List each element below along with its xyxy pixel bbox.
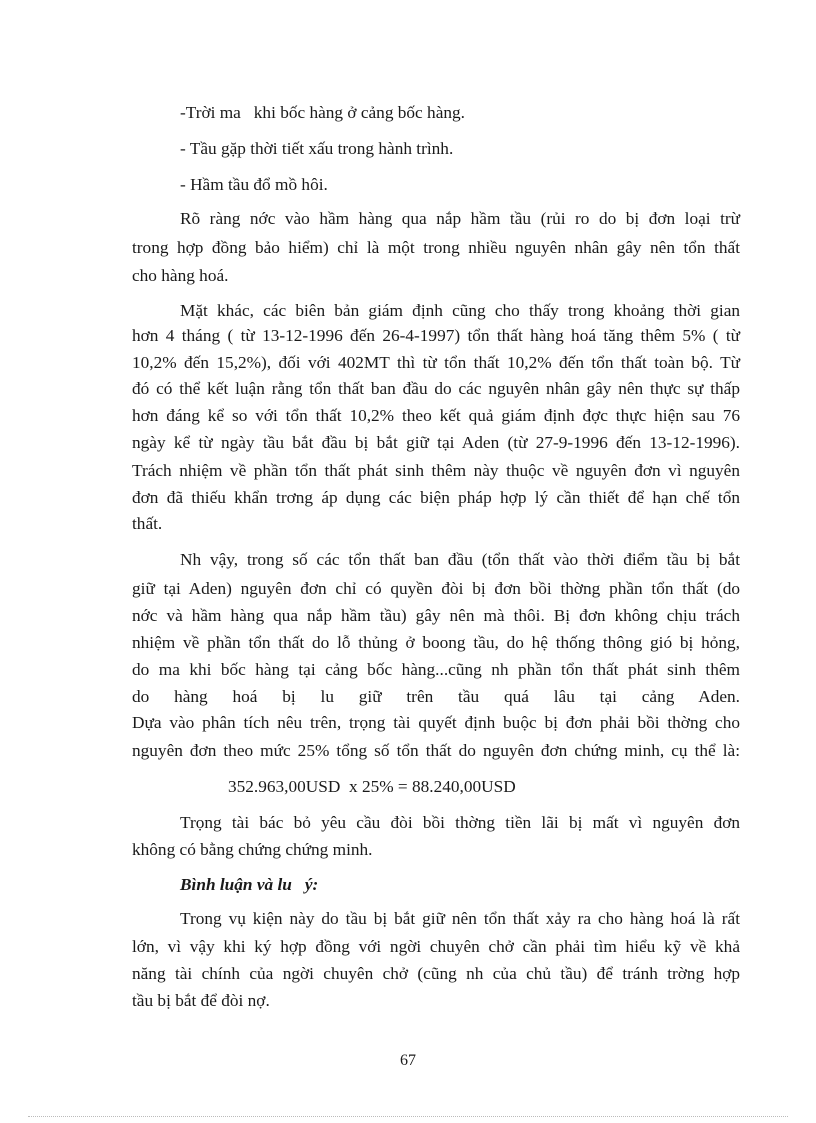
- text-line: năng tài chính của ngời chuyên chở (cũng nh của chủ tầu) để tránh trờng hợp: [132, 964, 740, 983]
- text-line: ngày kể từ ngày tầu bắt đầu bị bắt giữ tại Aden (từ 27-9-1996 đến 13-12-1996).: [132, 433, 740, 452]
- text-line: hơn đáng kể so với tổn thất 10,2% theo kết quả giám định đợc thực hiện sau 76: [132, 406, 740, 425]
- text-line: nớc và hầm hàng qua nắp hầm tầu) gây nên mà thôi. Bị đơn không chịu trách: [132, 606, 740, 625]
- text-line: Dựa vào phân tích nêu trên, trọng tài quyết định buộc bị đơn phải bồi thờng cho: [132, 713, 740, 732]
- text-line: cho hàng hoá.: [132, 266, 229, 285]
- text-line: đơn đã thiếu khẩn trơng áp dụng các biện pháp hợp lý cần thiết để hạn chế tổn: [132, 488, 740, 507]
- text-line: Trọng tài bác bỏ yêu cầu đòi bồi thờng tiền lãi bị mất vì nguyên đơn: [180, 813, 740, 832]
- text-line: giữ tại Aden) nguyên đơn chỉ có quyền đòi bị đơn bồi thờng phần tổn thất (do: [132, 579, 740, 598]
- text-line: trong hợp đồng bảo hiểm) chỉ là một trong nhiều nguyên nhân gây nên tổn thất: [132, 238, 740, 257]
- text-line: - Hầm tầu đổ mồ hôi.: [180, 175, 328, 194]
- text-line: nhiệm về phần tổn thất do lỗ thủng ở boong tầu, do hệ thống thông gió bị hỏng,: [132, 633, 740, 652]
- text-line: tầu bị bắt để đòi nợ.: [132, 991, 270, 1010]
- section-heading: Bình luận và lu ý:: [180, 875, 319, 894]
- page-number: 67: [400, 1052, 416, 1069]
- text-line: Trách nhiệm về phần tổn thất phát sinh thêm này thuộc về nguyên đơn vì nguyên: [132, 461, 740, 480]
- text-line: -Trời ma khi bốc hàng ở cảng bốc hàng.: [180, 103, 465, 122]
- text-line: Rõ ràng nớc vào hầm hàng qua nắp hầm tầu (rủi ro do bị đơn loại trừ: [180, 209, 740, 228]
- text-line: lớn, vì vậy khi ký hợp đồng với ngời chuyên chở cần phải tìm hiểu kỹ về khả: [132, 937, 740, 956]
- text-line: nguyên đơn theo mức 25% tổng số tổn thất do nguyên đơn chứng minh, cụ thể là:: [132, 741, 740, 760]
- text-line: Nh vậy, trong số các tổn thất ban đầu (tổn thất vào thời điểm tầu bị bắt: [180, 550, 740, 569]
- footer-divider: [28, 1116, 788, 1117]
- text-line: 10,2% đến 15,2%), đối với 402MT thì từ tổn thất 10,2% đến tổn thất toàn bộ. Từ: [132, 353, 740, 372]
- text-line: do hàng hoá bị lu giữ trên tầu quá lâu tại cảng Aden.: [132, 687, 740, 706]
- text-line: không có bằng chứng chứng minh.: [132, 840, 373, 859]
- text-line: thất.: [132, 514, 163, 533]
- formula-line: 352.963,00USD x 25% = 88.240,00USD: [228, 777, 516, 796]
- text-line: Mặt khác, các biên bản giám định cũng cho thấy trong khoảng thời gian: [180, 301, 740, 320]
- text-line: Trong vụ kiện này do tầu bị bắt giữ nên tổn thất xảy ra cho hàng hoá là rất: [180, 909, 740, 928]
- text-line: hơn 4 tháng ( từ 13-12-1996 đến 26-4-1997) tổn thất hàng hoá tăng thêm 5% ( từ: [132, 326, 740, 345]
- text-line: - Tầu gặp thời tiết xấu trong hành trình.: [180, 139, 454, 158]
- text-line: đó có thể kết luận rằng tổn thất ban đầu do các nguyên nhân gây nên thực sự thấp: [132, 379, 740, 398]
- text-line: do ma khi bốc hàng tại cảng bốc hàng...cũng nh phần tổn thất phát sinh thêm: [132, 660, 740, 679]
